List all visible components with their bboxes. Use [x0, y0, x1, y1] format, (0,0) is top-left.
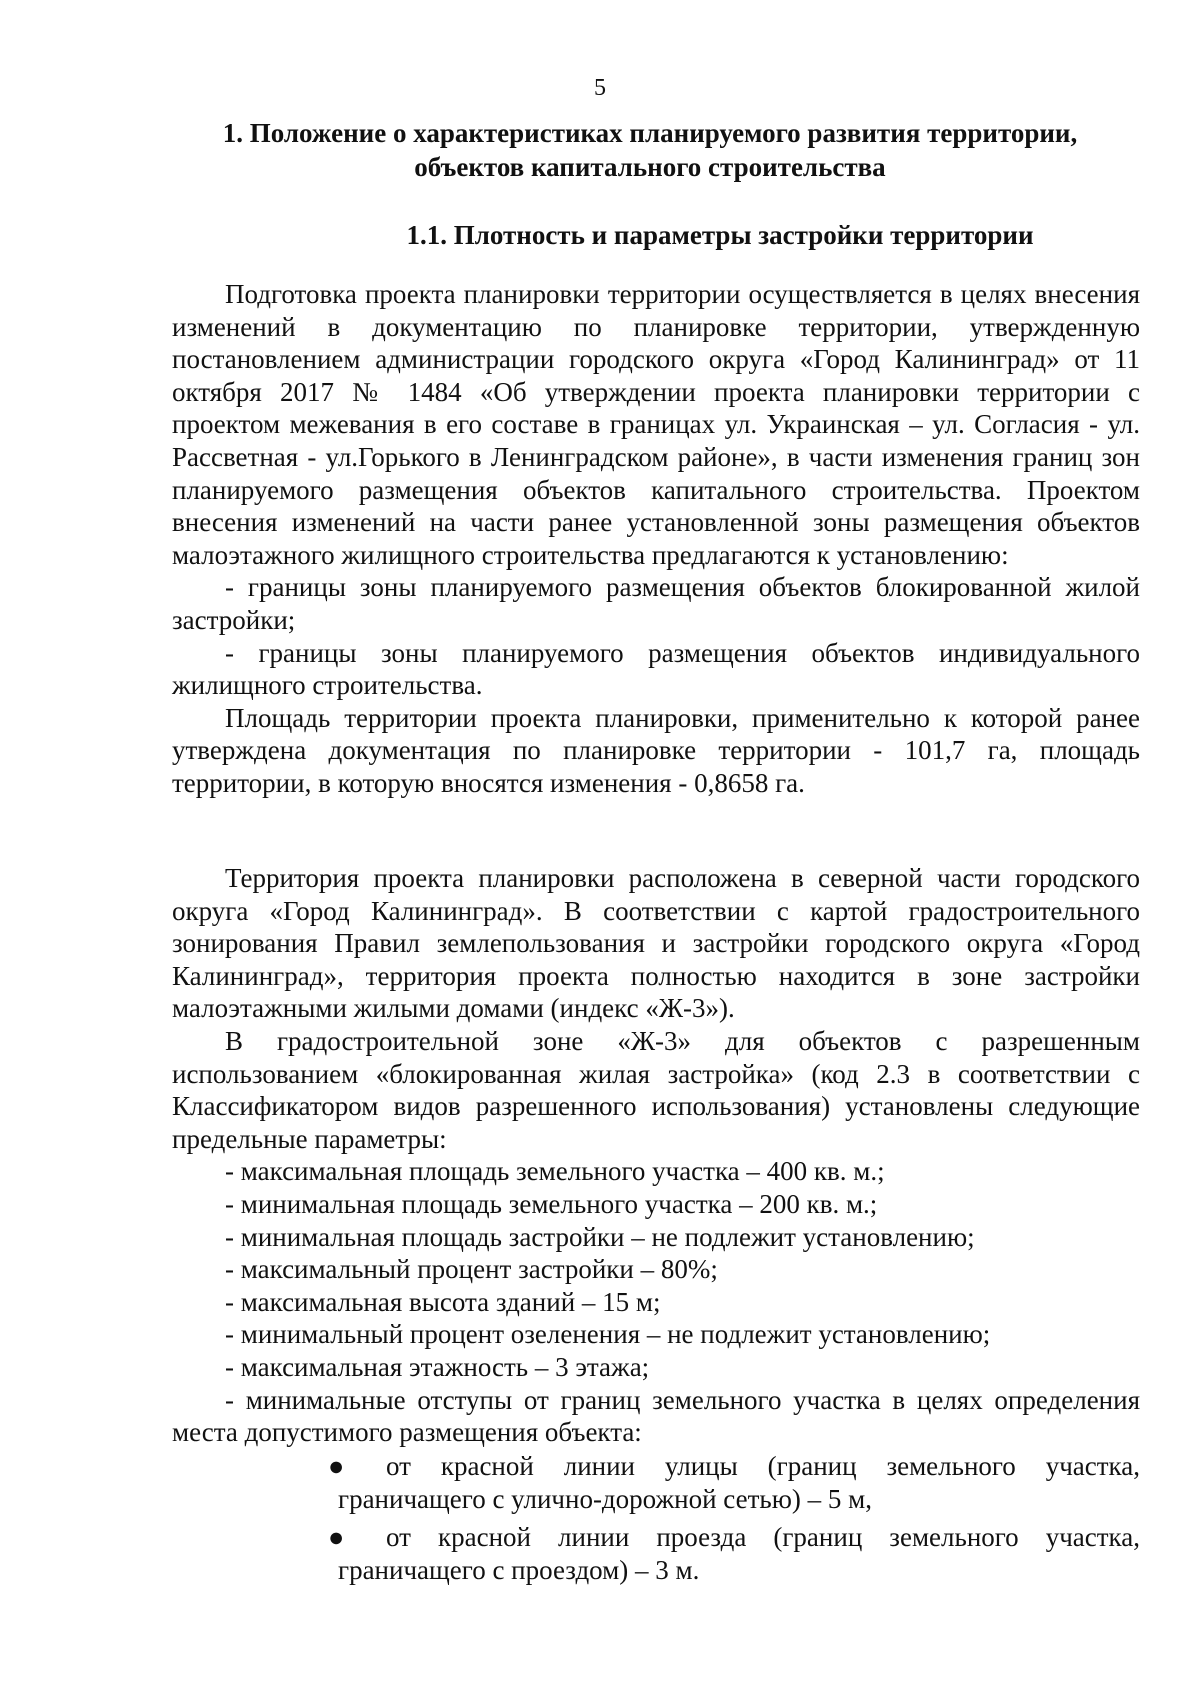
bullet-item	[172, 1450, 1140, 1515]
list-item: - максимальная площадь земельного участка – 400 кв. м.;	[225, 1156, 885, 1187]
list-item: - минимальная площадь земельного участка – 200 кв. м.;	[225, 1188, 878, 1219]
section-2-text	[172, 862, 1140, 1449]
paragraph: Территория проекта планировки расположена в северной части городского округа «Город Калининград». В соответствии с картой градостроительного зонирования Правил землепользования и застройки городского округа «Город Калининград», территория проекта полностью находится в зоне застройки малоэтажными жилыми домами (индекс «Ж-3»).	[172, 863, 1140, 1024]
list-item: - минимальный процент озеленения – не подлежит установлению;	[225, 1319, 991, 1350]
bullet-item	[172, 1521, 1140, 1586]
bullet-list	[172, 1450, 1140, 1586]
paragraph: Подготовка проекта планировки территории осуществляется в целях внесения изменений в документацию по планировке территории, утвержденную постановлением администрации городского округа «Город Калининград» от 11 октября 2017 № 1484 «Об утверждении проекта планировки территории с проектом межевания в его составе в границах ул. Украинская – ул. Согласия - ул. Рассветная - ул.Горького в Ленинградском районе», в части изменения границ зон планируемого размещения объектов капитального строительства. Проектом внесения изменений на части ранее установленной зоны размещения объектов малоэтажного жилищного строительства предлагаются к установлению:	[172, 279, 1140, 570]
subsection-title: 1.1. Плотность и параметры застройки территории	[406, 220, 1034, 250]
bullet-text: от красной линии проезда (границ земельного участка, граничащего с проездом) – 3 м.	[338, 1522, 1140, 1585]
list-item: - максимальная высота зданий – 15 м;	[225, 1286, 661, 1317]
list-item: - максимальный процент застройки – 80%;	[225, 1254, 718, 1285]
paragraph: - границы зоны планируемого размещения объектов индивидуального жилищного строительства.	[172, 637, 1140, 701]
bullet-icon: ●	[328, 1522, 345, 1553]
paragraph: В градостроительной зоне «Ж-3» для объектов с разрешенным использованием «блокированная жилая застройка» (код 2.3 в соответствии с Классификатором видов разрешенного использования) установлены следующие предельные параметры:	[172, 1025, 1140, 1154]
list-item: - минимальные отступы от границ земельного участка в целях определения места допустимого размещения объекта:	[172, 1384, 1140, 1448]
list-item: - максимальная этажность – 3 этажа;	[225, 1351, 650, 1382]
section-title: 1. Положение о характеристиках планируемого развития территории, объектов капитального строительства	[222, 118, 1078, 182]
list-item: - минимальная площадь застройки – не подлежит установлению;	[225, 1221, 975, 1252]
section-1-text	[172, 278, 1140, 800]
bullet-text: от красной линии улицы (границ земельного участка, граничащего с улично-дорожной сетью) – 5 м,	[338, 1451, 1140, 1514]
bullet-icon: ●	[328, 1451, 345, 1481]
paragraph: Площадь территории проекта планировки, применительно к которой ранее утверждена документация по планировке территории - 101,7 га, площадь территории, в которую вносятся изменения - 0,8658 га.	[172, 702, 1140, 798]
page-number: 5	[594, 75, 606, 101]
paragraph: - границы зоны планируемого размещения объектов блокированной жилой застройки;	[172, 572, 1140, 635]
